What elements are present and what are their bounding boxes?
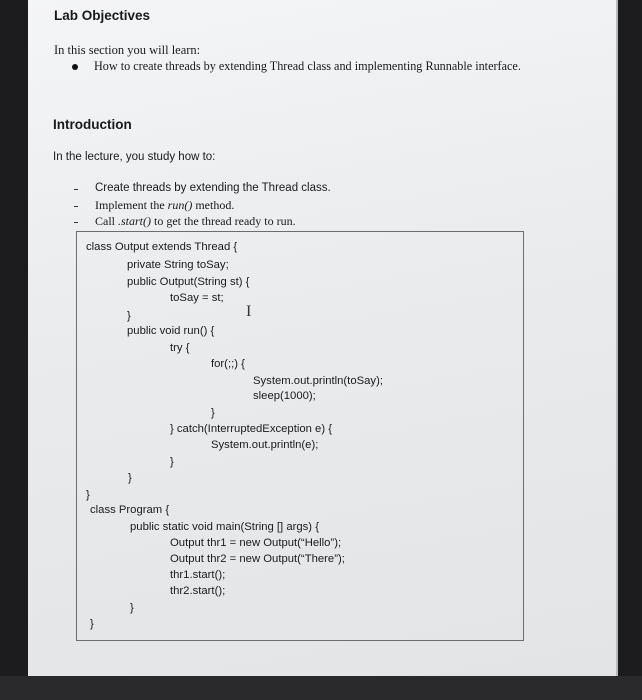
code-line: } [128, 472, 132, 484]
code-line: thr2.start(); [170, 585, 226, 597]
code-line: sleep(1000); [253, 390, 316, 402]
start-method-name: .start() [118, 214, 151, 228]
code-line: System.out.println(toSay); [253, 375, 383, 387]
lab-objectives-intro: In this section you will learn: [54, 43, 201, 57]
code-line: try { [170, 342, 190, 354]
code-line: class Program { [90, 504, 170, 516]
code-line: } [90, 618, 94, 630]
intro-item-3-part-b: to get the thread ready to run. [151, 214, 296, 228]
code-line: public void run() { [127, 325, 215, 337]
intro-item-2-part-b: method. [192, 198, 235, 212]
code-line: for(;;) { [211, 358, 245, 370]
code-line: System.out.println(e); [211, 439, 319, 451]
code-line: } [211, 407, 215, 419]
introduction-lead: In the lecture, you study how to: [53, 151, 216, 163]
code-line: } [127, 310, 131, 322]
code-line: Output thr1 = new Output(“Hello”); [170, 537, 342, 549]
text-cursor-icon: I [246, 303, 252, 320]
document-page [28, 0, 618, 676]
code-line: Output thr2 = new Output(“There”); [170, 553, 345, 565]
run-method-name: run() [167, 198, 193, 212]
dash-icon [74, 206, 78, 207]
bullet-icon [72, 64, 78, 70]
intro-item-1: Create threads by extending the Thread class. [95, 182, 331, 194]
intro-item-2-part-a: Implement the [95, 198, 168, 212]
bottom-shadow-bar [0, 676, 642, 700]
dash-icon [74, 189, 78, 190]
intro-item-3 [95, 214, 296, 229]
introduction-heading: Introduction [53, 117, 132, 132]
intro-item-3-part-a: Call [95, 214, 118, 228]
code-line: } [170, 456, 174, 468]
code-line: thr1.start(); [170, 569, 226, 581]
intro-item-2 [95, 198, 234, 213]
lab-objectives-bullet: How to create threads by extending Thread class and implementing Runnable interface. [94, 59, 521, 73]
code-box [76, 231, 524, 641]
code-line: } [86, 489, 90, 501]
dash-icon [74, 222, 78, 223]
code-line: } [130, 602, 134, 614]
code-line: public Output(String st) { [127, 276, 250, 288]
code-line: private String toSay; [127, 259, 229, 271]
lab-objectives-heading: Lab Objectives [54, 8, 151, 23]
code-line: public static void main(String [] args) { [130, 521, 319, 533]
code-line: class Output extends Thread { [86, 241, 238, 253]
code-line: toSay = st; [170, 292, 224, 304]
code-line: } catch(InterruptedException e) { [170, 423, 333, 435]
